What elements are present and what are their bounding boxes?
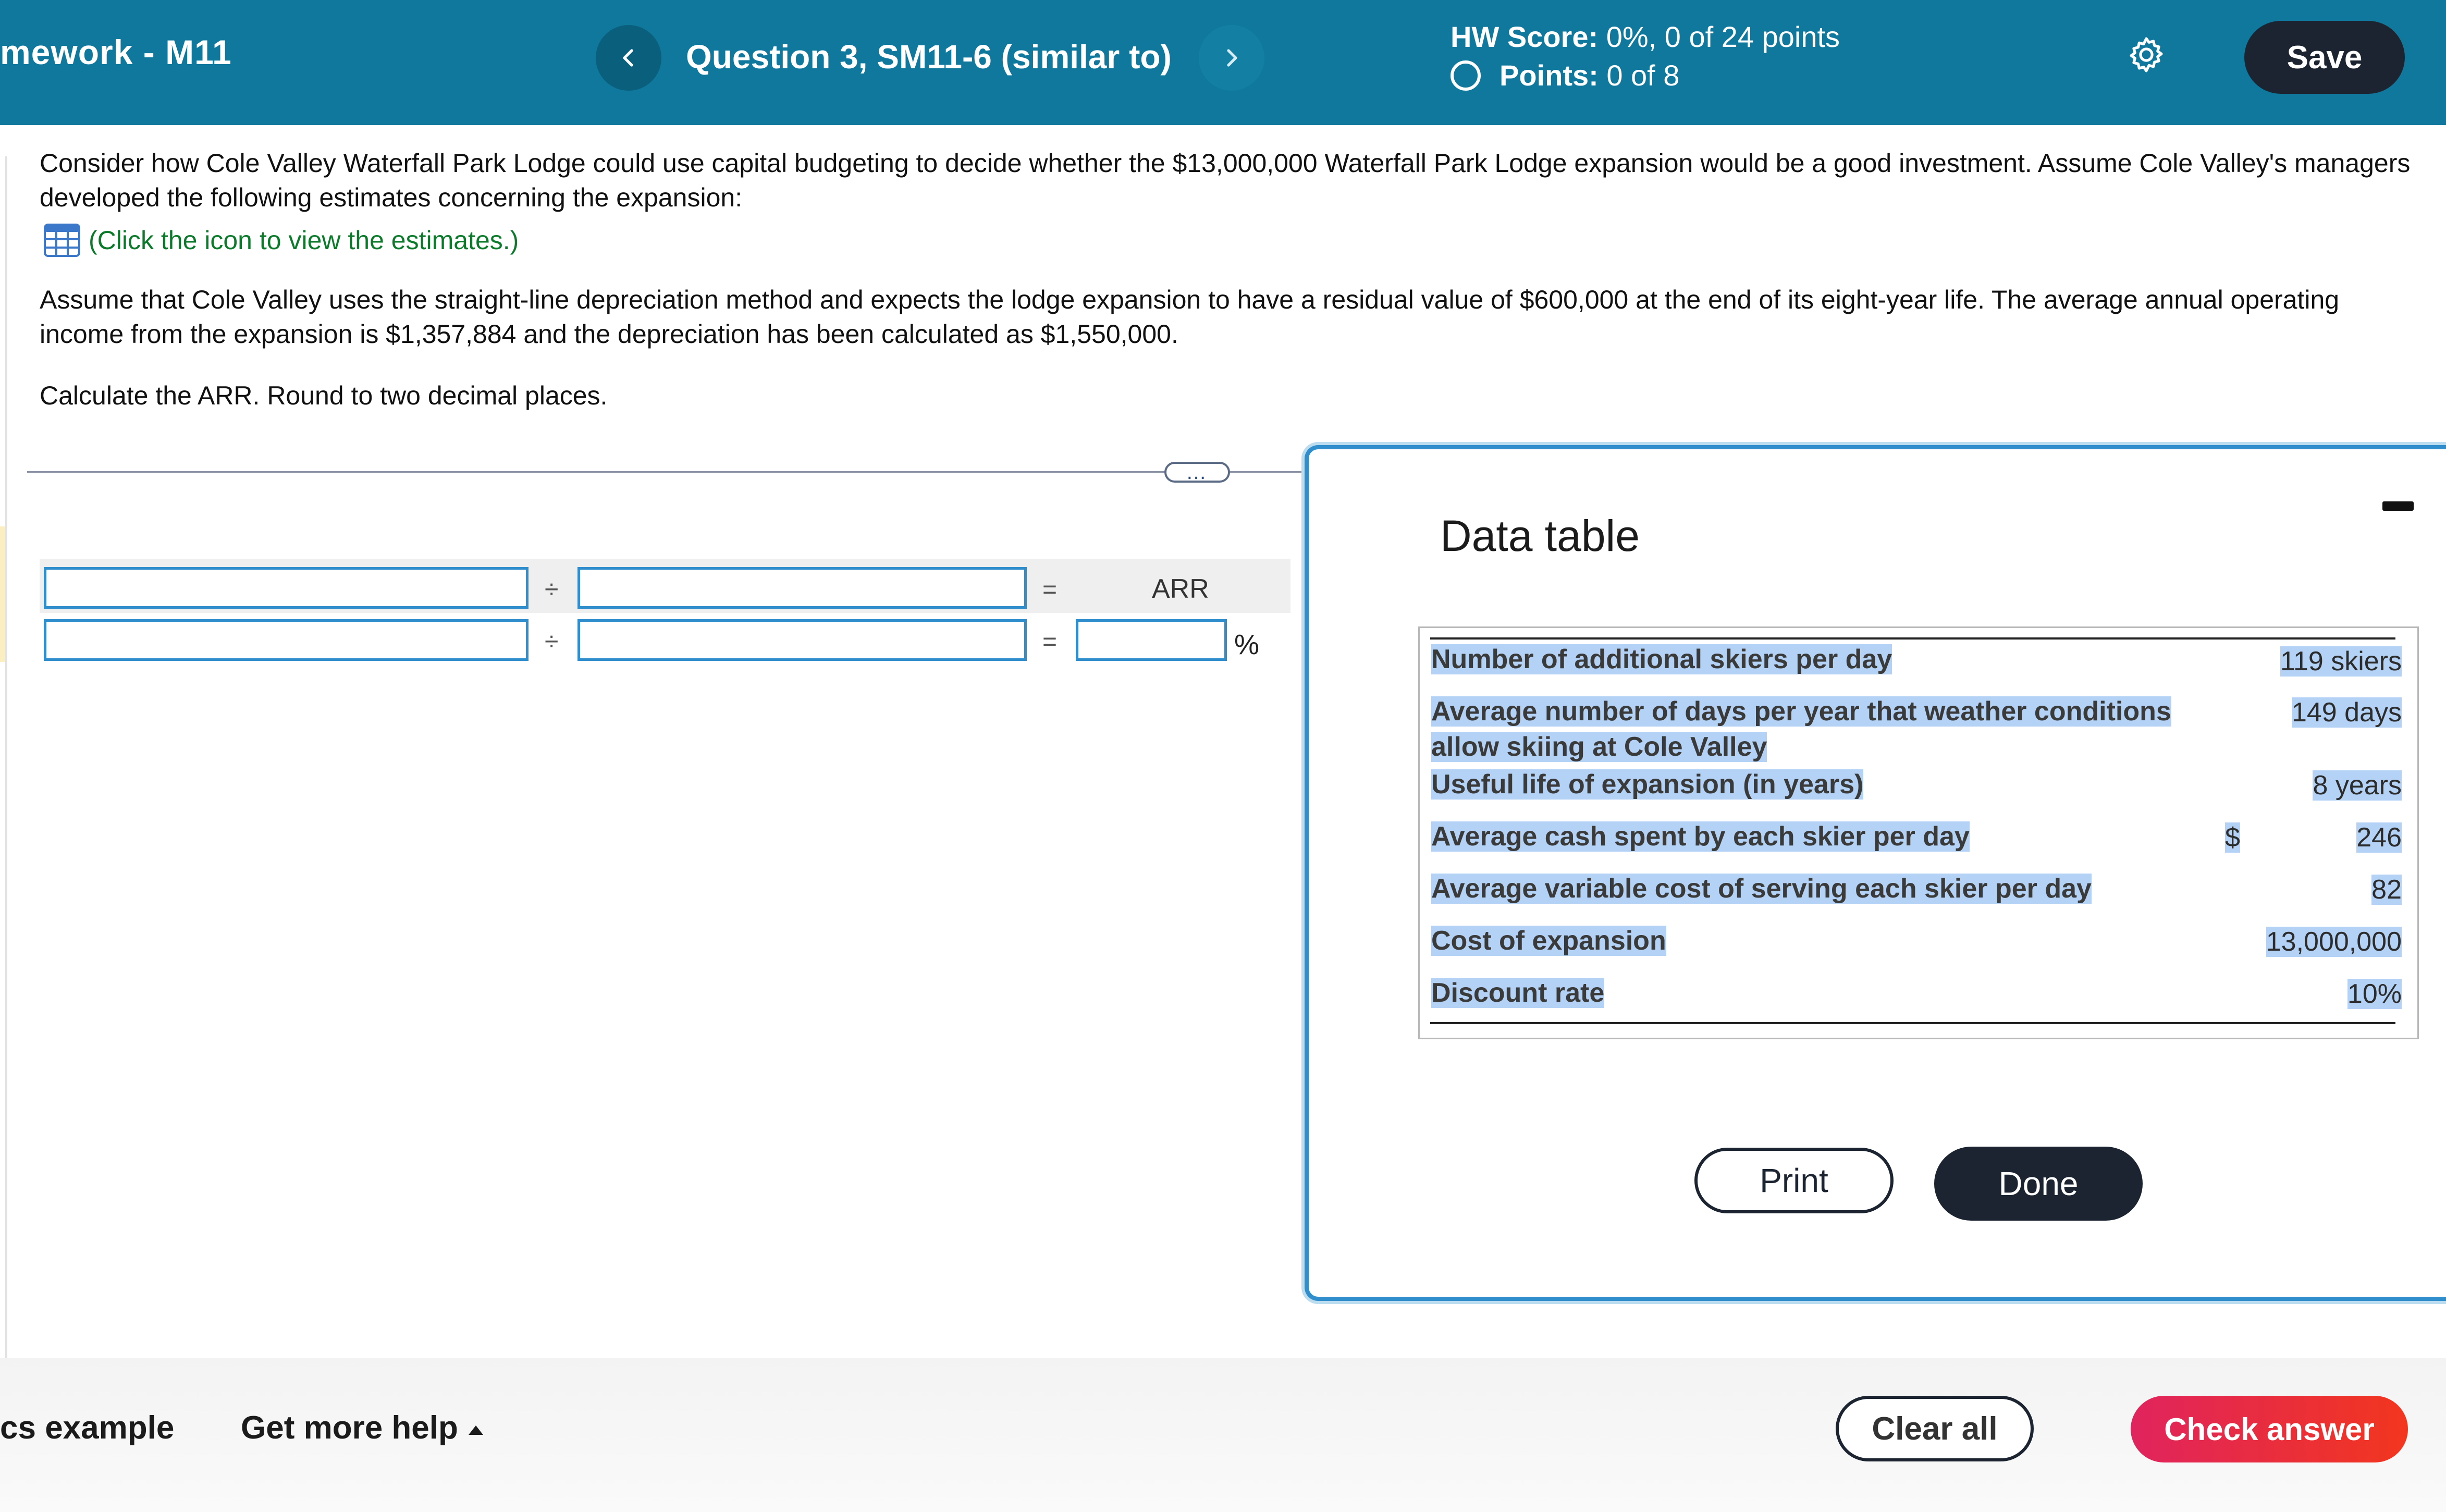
row-value-text: 149 days	[2291, 697, 2402, 728]
hw-score-label: HW Score:	[1451, 20, 1599, 53]
table-row-value	[2280, 644, 2402, 679]
row-label-text: Discount rate	[1431, 978, 1605, 1008]
done-button[interactable]: Done	[1934, 1147, 2143, 1221]
table-row-label	[1431, 923, 1666, 958]
row-label-text: Average variable cost of serving each skier per day	[1431, 874, 2092, 904]
arr-denominator-label-field[interactable]	[577, 567, 1027, 609]
question-title: Question 3, SM11-6 (similar to)	[686, 38, 1172, 76]
dialog-title: Data table	[1440, 511, 1640, 560]
row-value-text: 246	[2356, 822, 2402, 853]
row-label-text: Cost of expansion	[1431, 926, 1666, 956]
left-border	[5, 156, 7, 1360]
table-top-rule	[1430, 637, 2395, 640]
arr-denominator-amount-field[interactable]	[577, 619, 1027, 661]
table-row-value	[2371, 872, 2402, 907]
table-row-value	[2292, 695, 2402, 730]
view-estimates-label[interactable]: (Click the icon to view the estimates.)	[89, 226, 519, 255]
points	[1451, 58, 1679, 92]
divide-sign: ÷	[545, 576, 559, 604]
next-question-button[interactable]	[1199, 25, 1264, 91]
arr-numerator-label-field[interactable]	[44, 567, 528, 609]
question-instruction: Calculate the ARR. Round to two decimal places.	[40, 381, 608, 410]
table-bottom-rule	[1430, 1022, 2395, 1024]
chevron-left-icon	[618, 47, 639, 68]
row-value-text: 8 years	[2313, 770, 2402, 801]
section-divider	[27, 471, 1304, 473]
table-row-label	[1431, 694, 2182, 765]
arr-numerator-amount-field[interactable]	[44, 619, 528, 661]
row-label-text: Number of additional skiers per day	[1431, 644, 1892, 674]
currency-symbol	[2225, 820, 2240, 855]
table-row-label	[1431, 767, 1863, 802]
hw-score	[1451, 20, 1840, 54]
check-answer-button[interactable]: Check answer	[2131, 1396, 2408, 1462]
minimize-button[interactable]	[2382, 501, 2414, 511]
hw-score-value: 0%, 0 of 24 points	[1598, 20, 1840, 53]
arr-result-label: ARR	[1152, 574, 1209, 604]
question-paragraph-2: Assume that Cole Valley uses the straight-line depreciation method and expects the lodge expansion to have a residual value of $600,000 at the end of its eight-year life. The average annual operating income from the expansion is $1,357,884 and the depreciation has been calculated as $1,550,000.	[40, 285, 2340, 349]
table-row-label	[1431, 871, 2092, 906]
assignment-title: mework - M11	[0, 33, 232, 71]
row-value-text: 82	[2371, 875, 2402, 905]
row-value-text: 10%	[2347, 979, 2402, 1009]
row-value-text: 119 skiers	[2280, 646, 2402, 677]
points-label: Points:	[1499, 59, 1599, 92]
equals-sign: =	[1042, 576, 1058, 604]
chevron-right-icon	[1221, 47, 1242, 68]
table-row-label	[1431, 975, 1604, 1011]
row-label-text: Average cash spent by each skier per day	[1431, 821, 1970, 852]
previous-question-button[interactable]	[596, 25, 661, 91]
currency-text: $	[2225, 822, 2240, 853]
similar-example-button[interactable]: cs example	[0, 1410, 175, 1446]
table-row-value	[2347, 976, 2402, 1012]
equals-sign: =	[1042, 628, 1058, 656]
settings-button[interactable]	[2123, 31, 2170, 78]
footer-bar	[0, 1358, 2446, 1512]
get-more-help-button[interactable]	[241, 1409, 483, 1446]
points-value: 0 of 8	[1598, 59, 1680, 92]
clear-all-button[interactable]: Clear all	[1836, 1396, 2034, 1461]
table-row-value	[2266, 924, 2402, 960]
caret-up-icon	[469, 1425, 483, 1435]
data-table-dialog	[1305, 445, 2446, 1301]
table-row-label	[1431, 819, 1970, 854]
divide-sign: ÷	[545, 628, 559, 656]
print-button[interactable]: Print	[1694, 1148, 1894, 1213]
row-value-text: 13,000,000	[2266, 927, 2402, 957]
table-icon	[44, 224, 80, 257]
expand-more-button[interactable]: …	[1164, 462, 1230, 483]
top-bar	[0, 0, 2446, 125]
view-estimates-link[interactable]	[44, 223, 519, 257]
get-more-help-label[interactable]: Get more help	[241, 1410, 458, 1446]
status-circle-icon	[1451, 60, 1481, 91]
table-row-value	[2356, 820, 2402, 855]
gear-icon	[2126, 34, 2167, 75]
table-row-label	[1431, 642, 1892, 677]
row-label-text: Average number of days per year that weather conditions allow skiing at Cole Valley	[1431, 696, 2171, 762]
arr-result-field[interactable]	[1076, 619, 1227, 661]
estimates-table	[1418, 626, 2419, 1039]
row-label-text: Useful life of expansion (in years)	[1431, 769, 1864, 800]
table-row-value	[2313, 768, 2402, 803]
row-marker	[0, 526, 5, 662]
percent-sign: %	[1234, 629, 1260, 660]
save-button[interactable]: Save	[2244, 21, 2405, 94]
question-paragraph-1: Consider how Cole Valley Waterfall Park Lodge could use capital budgeting to decide whether the $13,000,000 Waterfall Park Lodge expansion would be a good investment. Assume Cole Valley's managers developed the following estimates concerning the expansion:	[40, 149, 2411, 212]
